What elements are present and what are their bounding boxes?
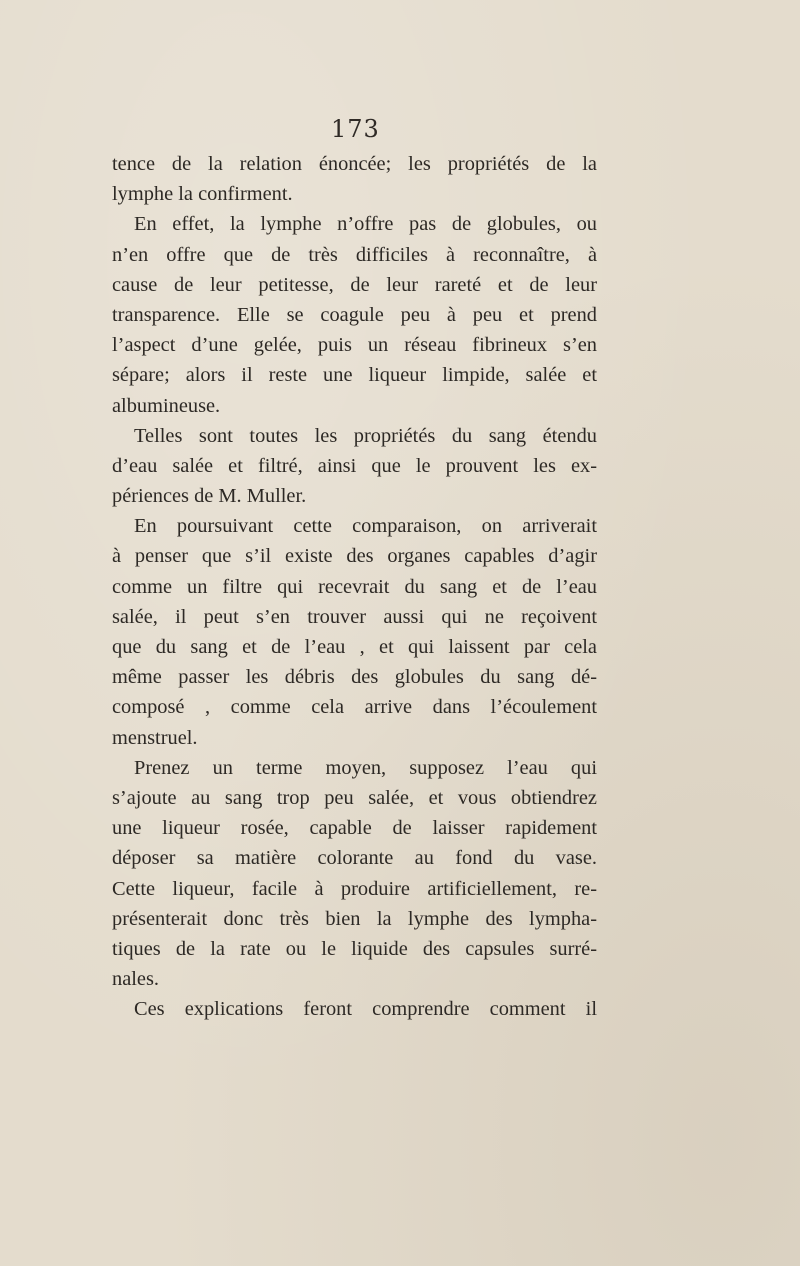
text-line: cause de leur petitesse, de leur rareté et de leur (112, 273, 597, 296)
text-line: Prenez un terme moyen, supposez l’eau qui (134, 756, 597, 779)
text-line: Telles sont toutes les propriétés du sang étendu (134, 424, 597, 447)
text-line: une liqueur rosée, capable de laisser rapidement (112, 817, 597, 840)
text-line: l’aspect d’une gelée, puis un réseau fibrineux s’en (112, 334, 597, 357)
text-line: n’en offre que de très difficiles à reconnaître, à (112, 243, 597, 266)
body-text (112, 149, 597, 1024)
text-line: comme un filtre qui recevrait du sang et de l’eau (112, 575, 597, 598)
text-line: tence de la relation énoncée; les propriétés de la (112, 153, 597, 175)
text-line: présenterait donc très bien la lymphe des lympha- (112, 907, 597, 930)
text-line: même passer les débris des globules du sang dé- (112, 666, 597, 689)
text-line: Cette liqueur, facile à produire artificiellement, re- (112, 877, 597, 900)
text-line: En poursuivant cette comparaison, on arriverait (134, 515, 597, 538)
text-line: albumineuse. (112, 394, 221, 417)
text-line: s’ajoute au sang trop peu salée, et vous obtiendrez (112, 786, 597, 809)
text-line: Ces explications feront comprendre comment il (134, 998, 597, 1021)
text-line: En effet, la lymphe n’offre pas de globules, ou (134, 213, 597, 236)
text-line: tiques de la rate ou le liquide des capsules surré- (112, 937, 597, 960)
text-line: périences de M. Muller. (112, 485, 307, 508)
page-number: 173 (331, 115, 380, 143)
text-line: composé , comme cela arrive dans l’écoulement (112, 696, 597, 719)
text-line: d’eau salée et filtré, ainsi que le prouvent les ex- (112, 454, 597, 477)
text-line: à penser que s’il existe des organes capables d’agir (112, 545, 597, 568)
text-line: que du sang et de l’eau , et qui laissent par cela (112, 636, 597, 658)
text-line: nales. (112, 968, 159, 991)
text-line: salée, il peut s’en trouver aussi qui ne reçoivent (112, 605, 597, 628)
text-line: déposer sa matière colorante au fond du vase. (112, 847, 597, 870)
text-line: transparence. Elle se coagule peu à peu et prend (112, 303, 597, 326)
text-line: menstruel. (112, 726, 198, 749)
text-line: lymphe la confirment. (112, 183, 293, 206)
text-line: sépare; alors il reste une liqueur limpide, salée et (112, 364, 597, 387)
